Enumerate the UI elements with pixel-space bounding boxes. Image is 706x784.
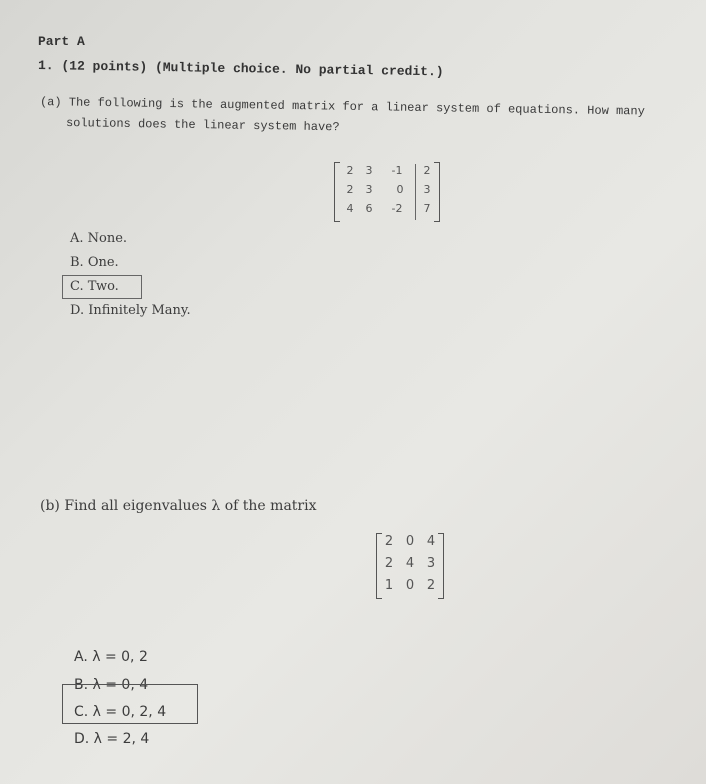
matrix-cell: 1 <box>384 578 394 593</box>
question-1-header: 1. (12 points) (Multiple choice. No partial credit.) <box>37 58 444 80</box>
eigenvalue-matrix <box>376 533 444 599</box>
matrix-cell: 2 <box>346 183 354 196</box>
matrix-cell: 2 <box>423 164 431 177</box>
matrix-cell: 2 <box>384 534 394 549</box>
matrix-cell: 7 <box>423 202 431 215</box>
matrix-cell: 2 <box>426 578 436 593</box>
augmented-divider <box>415 164 416 220</box>
matrix-cell: 0 <box>405 534 415 549</box>
matrix-cell: 4 <box>405 556 415 571</box>
matrix-cell: 3 <box>365 164 373 177</box>
question-b-prompt: (b) Find all eigenvalues λ of the matrix <box>40 498 317 514</box>
option-a-c: C. Two. <box>70 279 119 294</box>
option-b-c: C. λ = 0, 2, 4 <box>74 704 167 720</box>
matrix-cell: 4 <box>426 534 436 549</box>
matrix-cell: 3 <box>426 556 436 571</box>
option-a-b: B. One. <box>70 255 119 270</box>
option-a-a: A. None. <box>70 231 128 246</box>
matrix-cell: 3 <box>423 183 431 196</box>
matrix-cell: 0 <box>405 578 415 593</box>
matrix-cell: -2 <box>391 202 403 215</box>
question-a-line-1: (a) The following is the augmented matrix for a linear system of equations. How many <box>39 95 645 119</box>
question-a-line-2: solutions does the linear system have? <box>65 116 340 135</box>
matrix-cell: 6 <box>365 202 373 215</box>
option-b-b: B. λ = 0, 4 <box>74 677 149 693</box>
matrix-cell: 3 <box>365 183 373 196</box>
matrix-cell: 2 <box>346 164 354 177</box>
option-a-d: D. Infinitely Many. <box>70 303 191 318</box>
matrix-cell: -1 <box>391 164 403 177</box>
augmented-matrix <box>334 162 440 222</box>
option-b-a: A. λ = 0, 2 <box>74 649 148 665</box>
matrix-cell: 4 <box>346 202 354 215</box>
part-label: Part A <box>38 34 85 49</box>
matrix-cell: 2 <box>384 556 394 571</box>
option-b-d: D. λ = 2, 4 <box>74 731 150 747</box>
matrix-cell: 0 <box>396 183 404 196</box>
